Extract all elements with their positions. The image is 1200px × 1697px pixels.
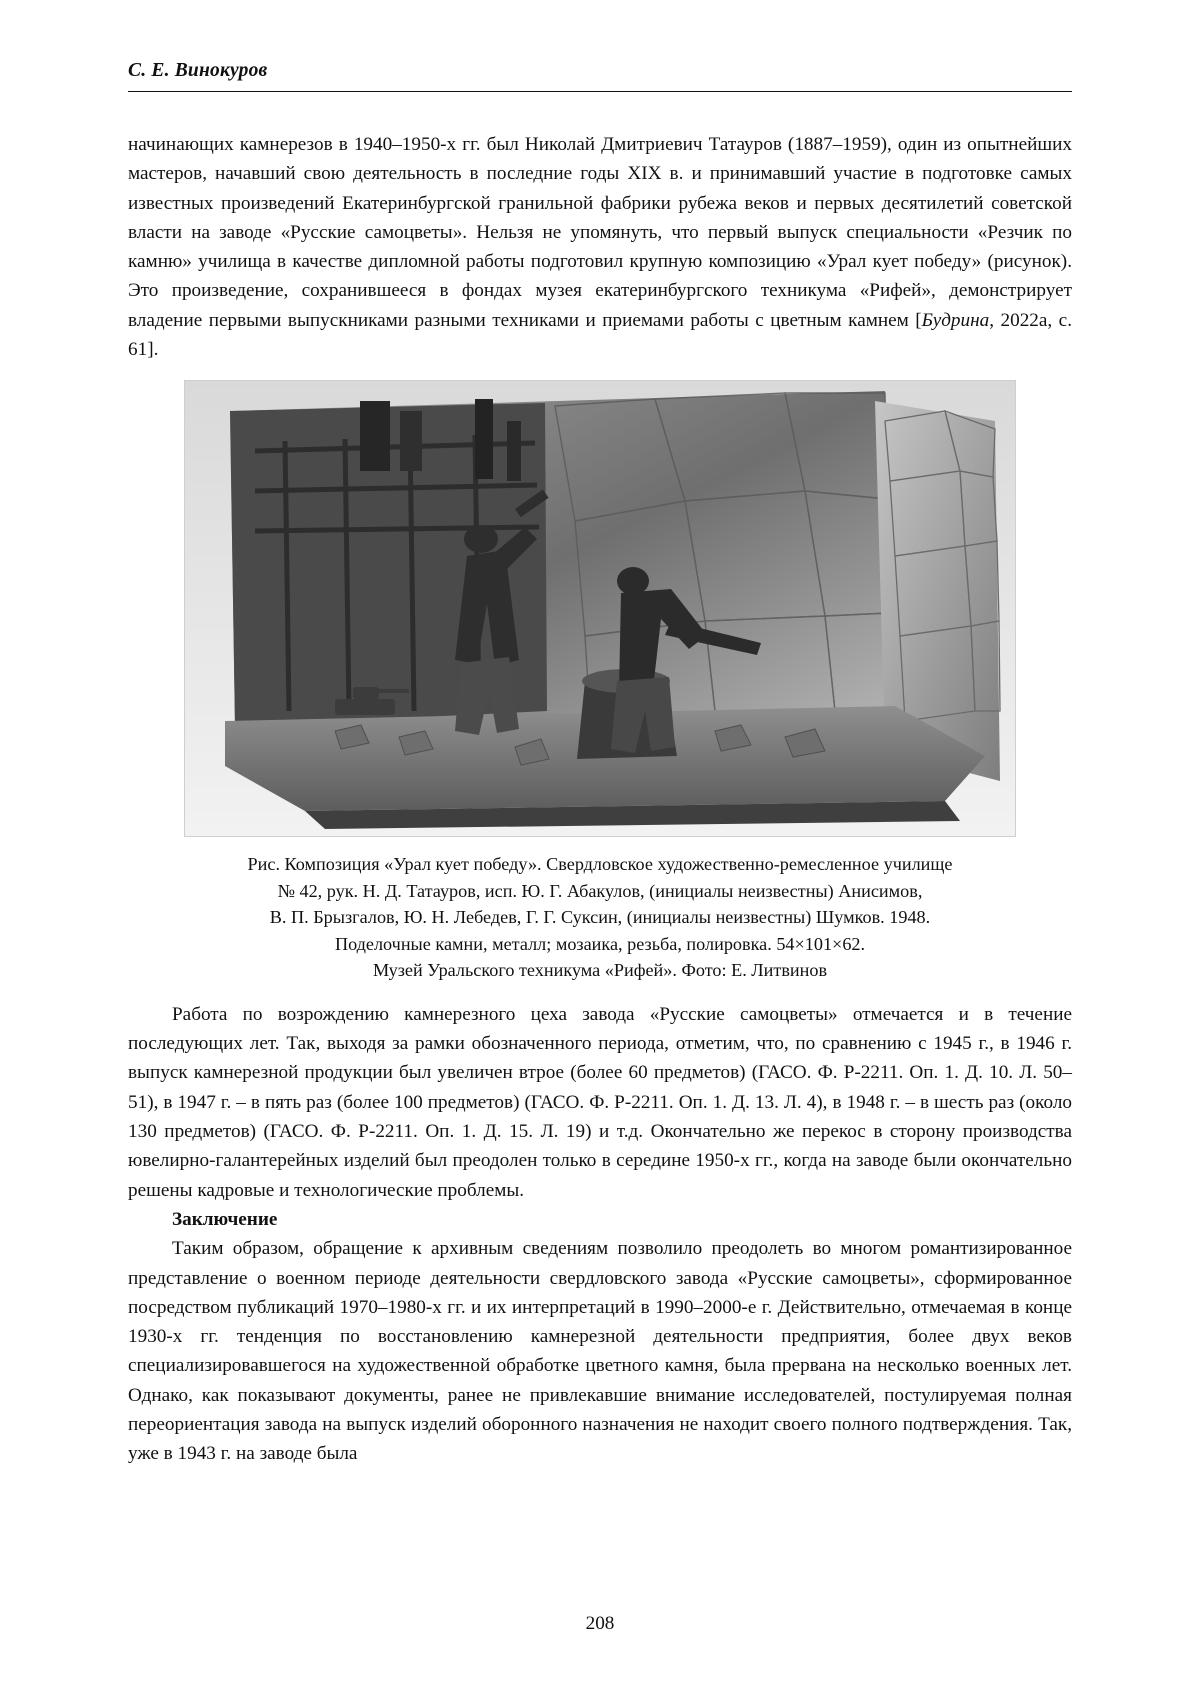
caption-line-2: № 42, рук. Н. Д. Татауров, исп. Ю. Г. Абакулов, (инициалы неизвестны) Анисимов, bbox=[277, 880, 923, 901]
citation-author: Будрина bbox=[921, 309, 990, 331]
figure bbox=[128, 380, 1072, 984]
paragraph-1-text-after-citation: , 2022а, с. 61]. bbox=[128, 309, 1072, 361]
figure-caption bbox=[160, 851, 1040, 984]
paragraph-2: Работа по возрождению камнерезного цеха завода «Русские самоцветы» отмечается и в течение последующих лет. Так, выходя за рамки обозначенного периода, отметим, что, по сравнению с 1945 г., в 1946 г. выпуск камнерезной продукции был увеличен втрое (более 60 предметов) (ГАСО. Ф. Р-2211. Оп. 1. Д. 10. Л. 50–51), в 1947 г. – в пять раз (более 100 предметов) (ГАСО. Ф. Р-2211. Оп. 1. Д. 13. Л. 4), в 1948 г. – в шесть раз (около 130 предметов) (ГАСО. Ф. Р-2211. Оп. 1. Д. 15. Л. 19) и т.д. Окончательно же перекос в сторону производства ювелирно-галантерейных изделий был преодолен только в середине 1950-х гг., когда на заводе были окончательно решены кадровые и технологические проблемы. bbox=[128, 1003, 1072, 1201]
paragraph-1 bbox=[128, 130, 1072, 364]
running-head: С. Е. Винокуров bbox=[128, 60, 268, 81]
caption-line-3: В. П. Брызгалов, Ю. Н. Лебедев, Г. Г. Суксин, (инициалы неизвестны) Шумков. 1948. bbox=[269, 907, 931, 928]
figure-text-gap bbox=[128, 984, 1072, 1000]
heading-conclusion: Заключение bbox=[172, 1208, 278, 1230]
paragraph-3: Таким образом, обращение к архивным сведениям позволило преодолеть во многом романтизированное представление о военном периоде деятельности свердловского завода «Русские самоцветы», сформированное посредством публикаций 1970–1980-х гг. и их интерпретаций в 1990–2000-е г. Действительно, отмечаемая в конце 1930-х гг. тенденция по восстановлению камнерезной деятельности предприятия, более двух веков специализировавшегося на художественной обработке цветного камня, была прервана на несколько военных лет. Однако, как показывают документы, ранее не привлекавшие внимание исследователей, постулируемая полная переориентация завода на выпуск изделий оборонного назначения не находит своего полного подтверждения. Так, уже в 1943 г. на заводе была bbox=[128, 1238, 1072, 1465]
paragraph-1-text-before-citation: начинающих камнерезов в 1940–1950-х гг. был Николай Дмитриевич Татауров (1887–1959), один из опытнейших мастеров, начавший свою деятельность в последние годы XIX в. и принимавший участие в подготовке самых известных произведений Екатеринбургской гранильной фабрики рубежа веков и первых десятилетий советской власти на заводе «Русские самоцветы». Нельзя не упомянуть, что первый выпуск специальности «Резчик по камню» училища в качестве дипломной работы подготовил крупную композицию «Урал кует победу» (рисунок). Это произведение, сохранившееся в фондах музея екатеринбургского техникума «Рифей», демонстрирует владение первыми выпускниками разными техниками и приемами работы с цветным камнем [ bbox=[128, 134, 1072, 331]
caption-line-5: Музей Уральского техникума «Рифей». Фото: Е. Литвинов bbox=[372, 960, 828, 981]
caption-line-1: Рис. Композиция «Урал кует победу». Свердловское художественно-ремесленное училище bbox=[247, 854, 953, 875]
figure-image-stone-composition bbox=[184, 380, 1016, 837]
page-number: 208 bbox=[585, 1613, 615, 1634]
header-divider bbox=[128, 91, 1072, 92]
caption-line-4: Поделочные камни, металл; мозаика, резьба, полировка. 54×101×62. bbox=[334, 933, 866, 954]
